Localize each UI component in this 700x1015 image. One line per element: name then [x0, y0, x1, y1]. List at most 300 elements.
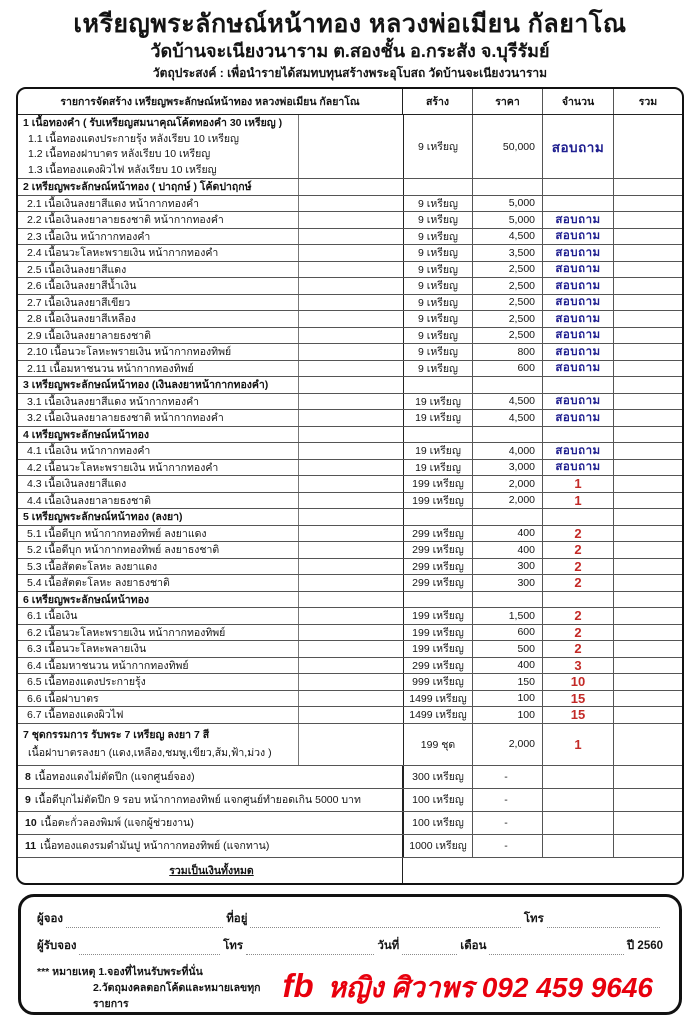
contact-name-phone: หญิง ศิวาพร 092 459 9646	[327, 971, 653, 1003]
giveaway-row	[18, 812, 682, 835]
total-cell	[613, 641, 682, 657]
made-cell	[403, 377, 472, 393]
qty-value: สอบถาม	[555, 345, 601, 358]
qty-value: 2	[574, 608, 582, 624]
qty-cell	[542, 674, 613, 690]
col-header-made: สร้าง	[425, 96, 450, 108]
qty-value: สอบถาม	[555, 279, 601, 292]
qty-cell	[542, 575, 613, 591]
row-description-text: เนื้อทองแดงรมดำมันปู หน้ากากทองทิพย์ (แจกทาน)	[40, 840, 270, 852]
price-cell: 400	[472, 658, 542, 674]
qty-cell	[542, 542, 613, 558]
qty-value: สอบถาม	[555, 213, 601, 226]
qty-value: สอบถาม	[555, 461, 601, 474]
price-cell: 500	[472, 641, 542, 657]
qty-value: 2	[574, 575, 582, 591]
item-row	[18, 295, 682, 312]
table-header-row	[18, 89, 682, 115]
qty-value: สอบถาม	[555, 411, 601, 424]
made-cell: 299 เหรียญ	[403, 526, 472, 542]
made-cell: 199 เหรียญ	[403, 608, 472, 624]
row-description-line: เนื้อฝาบาตรลงยา (แดง,เหลือง,ชมพู,เขียว,ส้ม,ฟ้า,ม่วง )	[28, 747, 272, 760]
qty-value: 1	[574, 736, 582, 752]
item-row	[18, 641, 682, 658]
spacer-cell	[298, 196, 403, 212]
made-cell: 299 เหรียญ	[403, 575, 472, 591]
item-row	[18, 559, 682, 576]
made-cell: 1499 เหรียญ	[403, 707, 472, 723]
item-row	[18, 212, 682, 229]
qty-cell	[542, 526, 613, 542]
row-description: 3.1 เนื้อเงินลงยาสีแดง หน้ากากทองคำ	[27, 395, 200, 408]
row-description-line: 1.3 เนื้อทองแดงผิวไฟ หลังเรียบ 10 เหรียญ	[28, 163, 217, 176]
facebook-label: fb	[282, 966, 314, 1004]
row-description: 5.3 เนื้อสัตตะโลหะ ลงยาแดง	[27, 560, 158, 573]
spacer-cell	[298, 608, 403, 624]
item-row	[18, 311, 682, 328]
purpose-line: วัตถุประสงค์ : เพื่อนำรายได้สมทบทุนสร้างพระอุโบสถ วัดบ้านจะเนียงวนาราม	[152, 66, 548, 80]
made-cell: 9 เหรียญ	[403, 245, 472, 261]
spacer-cell	[298, 476, 403, 492]
spacer-cell	[298, 592, 403, 608]
qty-value: 15	[570, 690, 586, 706]
total-cell	[613, 196, 682, 212]
total-cell	[613, 493, 682, 509]
total-cell	[613, 608, 682, 624]
qty-cell	[542, 625, 613, 641]
section-block-row	[18, 724, 682, 766]
qty-value: สอบถาม	[555, 296, 601, 309]
total-cell	[613, 592, 682, 608]
qty-value: 1	[574, 492, 582, 508]
item-row	[18, 361, 682, 378]
price-cell: 600	[472, 361, 542, 377]
made-cell: 300 เหรียญ	[403, 766, 472, 788]
row-description: 5.4 เนื้อสัตตะโลหะ ลงยาธงชาติ	[27, 577, 170, 590]
qty-cell	[542, 196, 613, 212]
spacer-cell	[298, 245, 403, 261]
spacer-cell	[298, 509, 403, 525]
qty-value: 15	[570, 707, 586, 723]
spacer-cell	[298, 262, 403, 278]
qty-cell	[542, 328, 613, 344]
item-row	[18, 229, 682, 246]
total-cell	[613, 724, 682, 765]
spacer-cell	[298, 361, 403, 377]
total-cell	[613, 691, 682, 707]
qty-value: สอบถาม	[551, 139, 605, 155]
total-cell	[613, 262, 682, 278]
item-row	[18, 691, 682, 708]
grand-total-empty-cell	[403, 858, 682, 883]
notes	[37, 964, 283, 1012]
grand-total-label-cell	[18, 858, 403, 883]
item-row	[18, 460, 682, 477]
contact-info	[283, 966, 653, 1010]
qty-value: 1	[574, 476, 582, 492]
total-cell	[613, 625, 682, 641]
qty-cell	[542, 766, 613, 788]
item-row	[18, 542, 682, 559]
qty-value: 3	[574, 657, 582, 673]
total-cell	[613, 476, 682, 492]
made-cell	[403, 592, 472, 608]
price-cell: 100	[472, 707, 542, 723]
row-number: 9	[25, 793, 31, 806]
total-cell	[613, 179, 682, 195]
grand-total-row	[18, 858, 682, 883]
qty-cell	[542, 559, 613, 575]
row-description: 5.2 เนื้อดีบุก หน้ากากทองทิพย์ ลงยาธงชาติ	[27, 544, 220, 557]
row-description-text: เนื้อทองแดงไม่ตัดปีก (แจกศูนย์จอง)	[34, 771, 195, 783]
qty-cell	[542, 410, 613, 426]
row-description: 6.4 เนื้อมหาชนวน หน้ากากทองทิพย์	[27, 659, 189, 672]
made-cell: 19 เหรียญ	[403, 443, 472, 459]
qty-cell	[542, 641, 613, 657]
section-block-row	[18, 115, 682, 179]
row-description-text: เนื้อตะกั่วลองพิมพ์ (แจกผู้ช่วยงาน)	[40, 817, 194, 829]
qty-cell	[542, 115, 613, 178]
row-description: 2.3 เนื้อเงิน หน้ากากทองคำ	[27, 230, 151, 243]
spacer-cell	[298, 724, 403, 765]
total-cell	[613, 575, 682, 591]
made-cell	[403, 509, 472, 525]
total-cell	[613, 328, 682, 344]
row-description: 6.2 เนื้อนวะโลหะพรายเงิน หน้ากากทองทิพย์	[27, 626, 226, 639]
qty-cell	[542, 427, 613, 443]
spacer-cell	[298, 526, 403, 542]
row-description	[18, 835, 403, 857]
price-cell: 600	[472, 625, 542, 641]
row-description: 6.1 เนื้อเงิน	[27, 610, 78, 623]
qty-value: 2	[574, 624, 582, 640]
spacer-cell	[298, 212, 403, 228]
made-cell: 19 เหรียญ	[403, 394, 472, 410]
item-row	[18, 674, 682, 691]
qty-cell	[542, 262, 613, 278]
made-cell: 9 เหรียญ	[403, 115, 472, 178]
qty-cell	[542, 212, 613, 228]
total-cell	[613, 410, 682, 426]
qty-value: สอบถาม	[555, 444, 601, 457]
row-description-line: 1.1 เนื้อทองแดงประกายรุ้ง หลังเรียบ 10 เหรียญ	[28, 132, 239, 145]
qty-cell	[542, 835, 613, 857]
spacer-cell	[298, 344, 403, 360]
price-cell	[472, 377, 542, 393]
receiver-label: ผู้รับจอง	[37, 939, 77, 952]
phone-label: โทร	[523, 912, 544, 925]
giveaway-row	[18, 835, 682, 858]
made-cell: 999 เหรียญ	[403, 674, 472, 690]
made-cell	[403, 427, 472, 443]
row-description: 5 เหรียญพระลักษณ์หน้าทอง (ลงยา)	[23, 511, 183, 524]
qty-cell	[542, 377, 613, 393]
note-2: 2.วัตถุมงคลตอกโค้ดและหมายเลขทุกรายการ	[93, 981, 261, 1010]
item-row	[18, 196, 682, 213]
qty-cell	[542, 608, 613, 624]
giveaway-row	[18, 789, 682, 812]
receiver-line	[37, 937, 663, 955]
price-cell: 150	[472, 674, 542, 690]
address-label: ที่อยู่	[226, 912, 248, 925]
price-cell: 300	[472, 559, 542, 575]
spacer-cell	[298, 427, 403, 443]
spacer-cell	[298, 328, 403, 344]
price-cell: 4,000	[472, 443, 542, 459]
made-cell: 9 เหรียญ	[403, 328, 472, 344]
price-cell: 400	[472, 542, 542, 558]
price-cell: 2,500	[472, 311, 542, 327]
qty-value: 10	[570, 674, 586, 690]
section-header-row	[18, 377, 682, 394]
total-cell	[613, 766, 682, 788]
made-cell: 9 เหรียญ	[403, 344, 472, 360]
spacer-cell	[298, 460, 403, 476]
made-cell: 199 เหรียญ	[403, 641, 472, 657]
price-cell	[472, 427, 542, 443]
made-cell: 299 เหรียญ	[403, 542, 472, 558]
page-title: เหรียญพระลักษณ์หน้าทอง หลวงพ่อเมียน กัลยาโณ	[73, 10, 627, 38]
spacer-cell	[298, 278, 403, 294]
price-cell	[472, 509, 542, 525]
spacer-cell	[298, 115, 403, 178]
row-description-line: 1 เนื้อทองคำ ( รับเหรียญสมนาคุณโค้ตทองคำ 30 เหรียญ )	[23, 117, 283, 130]
made-cell: 199 เหรียญ	[403, 625, 472, 641]
receiver-fill-line	[79, 941, 220, 955]
qty-value: 2	[574, 525, 582, 541]
made-cell: 9 เหรียญ	[403, 196, 472, 212]
total-cell	[613, 526, 682, 542]
made-cell: 299 เหรียญ	[403, 658, 472, 674]
order-table	[16, 87, 684, 885]
col-header-price: ราคา	[472, 89, 542, 114]
total-cell	[613, 812, 682, 834]
price-cell: 400	[472, 526, 542, 542]
item-row	[18, 443, 682, 460]
col-header-total: รวม	[613, 89, 682, 114]
qty-cell	[542, 789, 613, 811]
qty-value: สอบถาม	[555, 395, 601, 408]
row-description: 6.5 เนื้อทองแดงประกายรุ้ง	[27, 676, 146, 689]
row-description: 6.3 เนื้อนวะโลหะพลายเงิน	[27, 643, 147, 656]
made-cell: 19 เหรียญ	[403, 460, 472, 476]
made-cell: 199 เหรียญ	[403, 493, 472, 509]
qty-value: สอบถาม	[555, 362, 601, 375]
total-cell	[613, 311, 682, 327]
total-cell	[613, 443, 682, 459]
price-cell: 800	[472, 344, 542, 360]
total-cell	[613, 460, 682, 476]
price-cell: -	[472, 789, 542, 811]
note-line-1	[37, 964, 283, 980]
total-cell	[613, 542, 682, 558]
total-cell	[613, 212, 682, 228]
row-description-line: 1.2 เนื้อทองฝาบาตร หลังเรียบ 10 เหรียญ	[28, 148, 211, 161]
made-cell	[403, 179, 472, 195]
made-cell: 9 เหรียญ	[403, 278, 472, 294]
price-cell: 4,500	[472, 410, 542, 426]
qty-cell	[542, 509, 613, 525]
price-cell: 50,000	[472, 115, 542, 178]
year-label: ปี 2560	[626, 939, 663, 952]
price-cell	[472, 592, 542, 608]
made-cell: 1000 เหรียญ	[403, 835, 472, 857]
price-cell: -	[472, 812, 542, 834]
price-cell: 4,500	[472, 229, 542, 245]
price-cell: 2,000	[472, 493, 542, 509]
item-row	[18, 658, 682, 675]
price-cell: 2,000	[472, 476, 542, 492]
price-cell: 3,500	[472, 245, 542, 261]
spacer-cell	[298, 641, 403, 657]
spacer-cell	[298, 295, 403, 311]
reserver-line	[37, 910, 663, 928]
made-cell: 9 เหรียญ	[403, 262, 472, 278]
qty-value: สอบถาม	[555, 263, 601, 276]
total-cell	[613, 344, 682, 360]
qty-value: 2	[574, 558, 582, 574]
item-row	[18, 707, 682, 724]
total-cell	[613, 674, 682, 690]
spacer-cell	[298, 625, 403, 641]
row-description	[18, 789, 403, 811]
total-cell	[613, 707, 682, 723]
price-cell: 1,500	[472, 608, 542, 624]
price-cell: 5,000	[472, 196, 542, 212]
item-row	[18, 625, 682, 642]
row-description: 4.2 เนื้อนวะโลหะพรายเงิน หน้ากากทองคำ	[27, 461, 219, 474]
section-header-row	[18, 427, 682, 444]
qty-cell	[542, 278, 613, 294]
made-cell: 9 เหรียญ	[403, 212, 472, 228]
qty-cell	[542, 476, 613, 492]
total-cell	[613, 509, 682, 525]
total-cell	[613, 789, 682, 811]
item-row	[18, 328, 682, 345]
qty-cell	[542, 344, 613, 360]
spacer-cell	[298, 229, 403, 245]
price-cell: 300	[472, 575, 542, 591]
col-header-qty: จำนวน	[542, 89, 613, 114]
price-cell: 2,500	[472, 262, 542, 278]
item-row	[18, 608, 682, 625]
price-cell: 4,500	[472, 394, 542, 410]
row-description: 6 เหรียญพระลักษณ์หน้าทอง	[23, 593, 150, 606]
total-cell	[613, 835, 682, 857]
qty-value: สอบถาม	[555, 230, 601, 243]
total-cell	[613, 658, 682, 674]
made-cell: 199 เหรียญ	[403, 476, 472, 492]
row-description: 2.11 เนื้อมหาชนวน หน้ากากทองทิพย์	[27, 362, 194, 375]
qty-cell	[542, 245, 613, 261]
total-cell	[613, 245, 682, 261]
row-description: 4.3 เนื้อเงินลงยาสีแดง	[27, 478, 127, 491]
made-cell: 9 เหรียญ	[403, 229, 472, 245]
item-row	[18, 394, 682, 411]
spacer-cell	[298, 691, 403, 707]
made-cell: 100 เหรียญ	[403, 812, 472, 834]
row-description: 2.8 เนื้อเงินลงยาสีเหลือง	[27, 313, 136, 326]
made-cell: 1499 เหรียญ	[403, 691, 472, 707]
address-fill-line	[250, 914, 520, 928]
note-heading: *** หมายเหตุ	[37, 965, 96, 978]
date-fill-line	[402, 941, 457, 955]
total-cell	[613, 115, 682, 178]
total-cell	[613, 377, 682, 393]
qty-cell	[542, 394, 613, 410]
row-description: 2.1 เนื้อเงินลงยาสีแดง หน้ากากทองคำ	[27, 197, 200, 210]
qty-value: สอบถาม	[555, 246, 601, 259]
made-cell: 9 เหรียญ	[403, 361, 472, 377]
reservation-box	[18, 894, 682, 1015]
section-header-row	[18, 509, 682, 526]
month-fill-line	[489, 941, 623, 955]
row-description: 5.1 เนื้อดีบุก หน้ากากทองทิพย์ ลงยาแดง	[27, 527, 207, 540]
spacer-cell	[298, 443, 403, 459]
spacer-cell	[298, 377, 403, 393]
price-cell: 2,000	[472, 724, 542, 765]
section-header-row	[18, 179, 682, 196]
total-cell	[613, 229, 682, 245]
qty-cell	[542, 724, 613, 765]
row-description: 2.9 เนื้อเงินลงยาลายธงชาติ	[27, 329, 151, 342]
item-row	[18, 526, 682, 543]
qty-cell	[542, 812, 613, 834]
qty-value: 2	[574, 641, 582, 657]
row-description: 3 เหรียญพระลักษณ์หน้าทอง (เงินลงยาหน้ากากทองคำ)	[23, 379, 269, 392]
price-cell	[472, 179, 542, 195]
price-cell: 2,500	[472, 328, 542, 344]
made-cell: 299 เหรียญ	[403, 559, 472, 575]
section-header-row	[18, 592, 682, 609]
reserver-label: ผู้จอง	[37, 912, 63, 925]
qty-value: สอบถาม	[555, 329, 601, 342]
row-description: 2.7 เนื้อเงินลงยาสีเขียว	[27, 296, 131, 309]
row-description: 6.7 เนื้อทองแดงผิวไฟ	[27, 709, 124, 722]
qty-cell	[542, 707, 613, 723]
row-description: 2.4 เนื้อนวะโลหะพรายเงิน หน้ากากทองคำ	[27, 247, 219, 260]
row-description: 4 เหรียญพระลักษณ์หน้าทอง	[23, 428, 150, 441]
qty-cell	[542, 179, 613, 195]
row-number: 8	[25, 770, 31, 783]
spacer-cell	[298, 559, 403, 575]
item-row	[18, 476, 682, 493]
spacer-cell	[298, 493, 403, 509]
col-header-items: รายการจัดสร้าง เหรียญพระลักษณ์หน้าทอง หลวงพ่อเมียน กัลยาโณ	[18, 89, 403, 114]
row-number: 11	[25, 839, 37, 852]
qty-value: 2	[574, 542, 582, 558]
price-cell: 3,000	[472, 460, 542, 476]
note-and-contact-row	[37, 964, 663, 1012]
row-description-line: 7 ชุดกรรมการ รับพระ 7 เหรียญ ลงยา 7 สี	[23, 728, 210, 741]
row-description: 4.1 เนื้อเงิน หน้ากากทองคำ	[27, 445, 151, 458]
row-description: 3.2 เนื้อเงินลงยาลายธงชาติ หน้ากากทองคำ	[27, 412, 224, 425]
qty-cell	[542, 592, 613, 608]
reserver-fill-line	[66, 914, 223, 928]
spacer-cell	[298, 410, 403, 426]
row-description: 2.10 เนื้อนวะโลหะพรายเงิน หน้ากากทองทิพย์	[27, 346, 232, 359]
price-cell: -	[472, 766, 542, 788]
table-body	[18, 115, 682, 883]
total-cell	[613, 394, 682, 410]
row-description: 2.6 เนื้อเงินลงยาสีน้ำเงิน	[27, 280, 137, 293]
date-label: วันที่	[377, 939, 400, 952]
price-cell: 2,500	[472, 295, 542, 311]
item-row	[18, 575, 682, 592]
spacer-cell	[298, 658, 403, 674]
qty-cell	[542, 229, 613, 245]
row-number: 10	[25, 816, 37, 829]
